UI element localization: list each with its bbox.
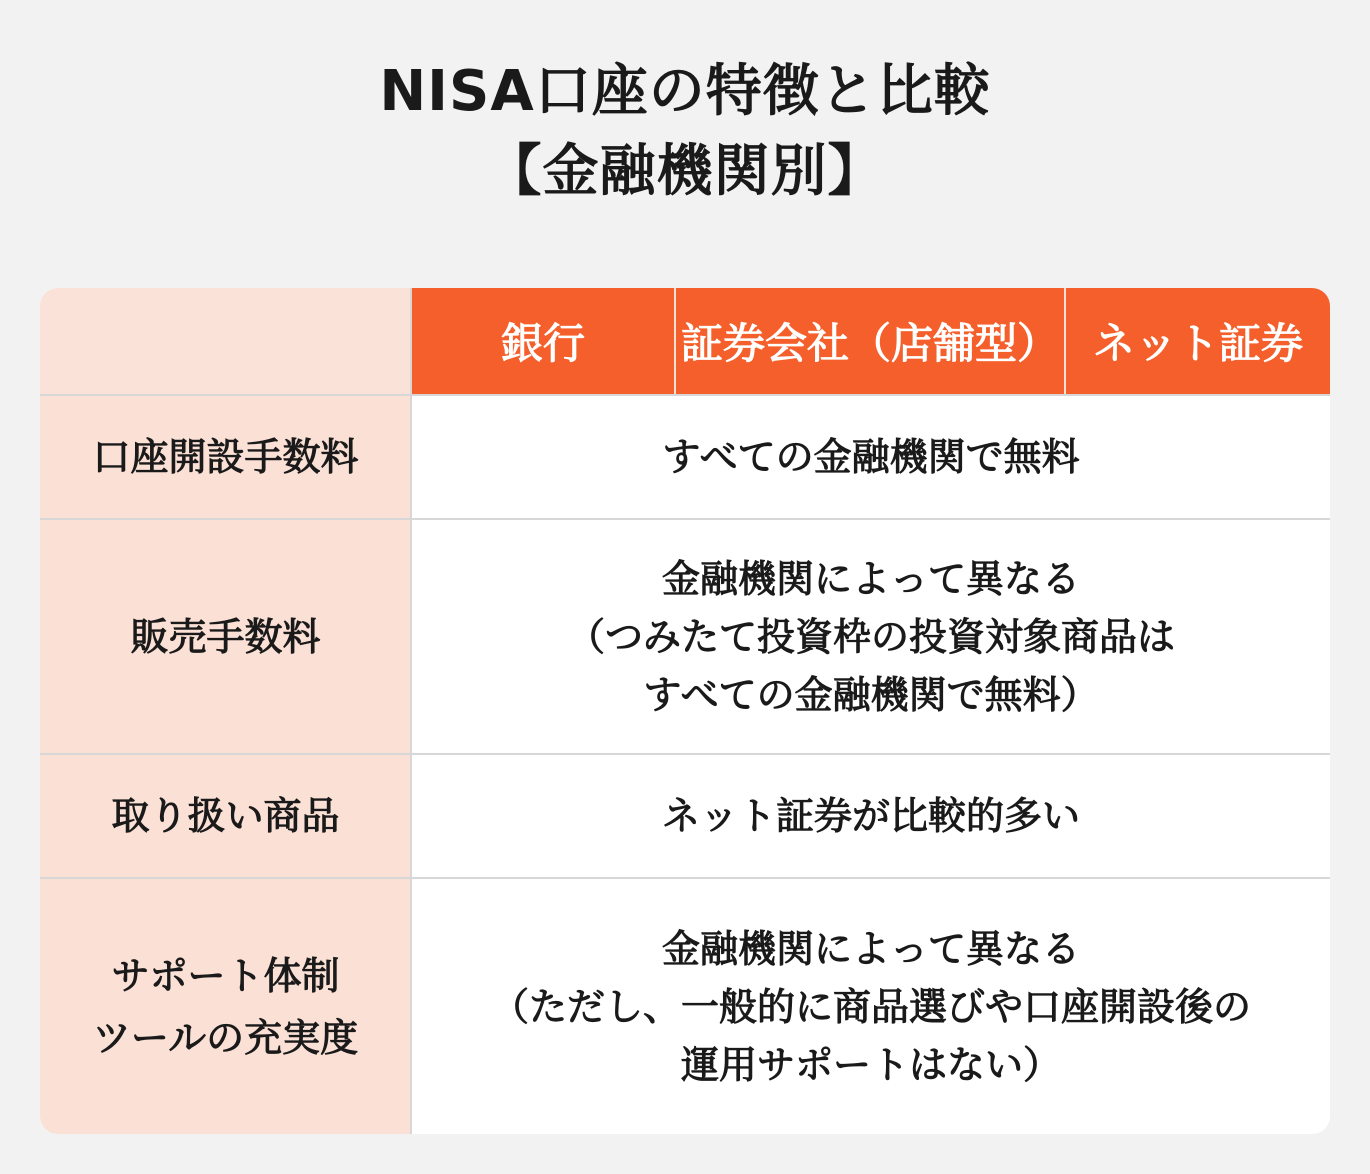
row-divider [40, 394, 1330, 396]
title-line-2: 【金融機関別】 [485, 139, 885, 204]
row-header-account-fee [40, 396, 411, 518]
comparison-table [40, 288, 1330, 1134]
row-header-sales-fee [40, 520, 411, 753]
header-divider [674, 288, 676, 394]
column-header-store-securities: 証券会社（店舗型） [676, 288, 1064, 394]
table-corner [40, 288, 411, 394]
content-line: （つみたて投資枠の投資対象商品は [566, 614, 1175, 659]
row-header-label: 販売手数料 [130, 614, 321, 659]
column-divider [410, 288, 412, 1134]
content-line: （ただし、一般的に商品選びや口座開設後の [490, 984, 1251, 1029]
title-line-1: NISA口座の特徴と比較 [379, 59, 991, 124]
row-content-support [412, 879, 1330, 1134]
row-divider [40, 753, 1330, 755]
column-header-bank: 銀行 [412, 288, 674, 394]
row-divider [40, 518, 1330, 520]
row-header-label: ツールの充実度 [92, 1015, 359, 1060]
content-line: 金融機関によって異なる [661, 556, 1080, 601]
page-title [0, 52, 1370, 212]
column-header-online-securities: ネット証券 [1066, 288, 1330, 394]
row-content-sales-fee [412, 520, 1330, 753]
row-divider [40, 877, 1330, 879]
content-line: すべての金融機関で無料） [643, 672, 1099, 717]
row-content-products [412, 755, 1330, 877]
row-content-account-fee [412, 396, 1330, 518]
row-header-label: 口座開設手数料 [92, 435, 359, 479]
row-header-label: サポート体制 [111, 953, 340, 998]
row-header-products [40, 755, 411, 877]
content-line: 金融機関によって異なる [661, 926, 1080, 971]
content-line: ネット証券が比較的多い [661, 794, 1080, 838]
content-line: 運用サポートはない） [680, 1042, 1061, 1087]
content-line: すべての金融機関で無料 [662, 435, 1080, 479]
row-header-support [40, 879, 411, 1134]
header-divider [1064, 288, 1066, 394]
row-header-label: 取り扱い商品 [111, 794, 340, 838]
